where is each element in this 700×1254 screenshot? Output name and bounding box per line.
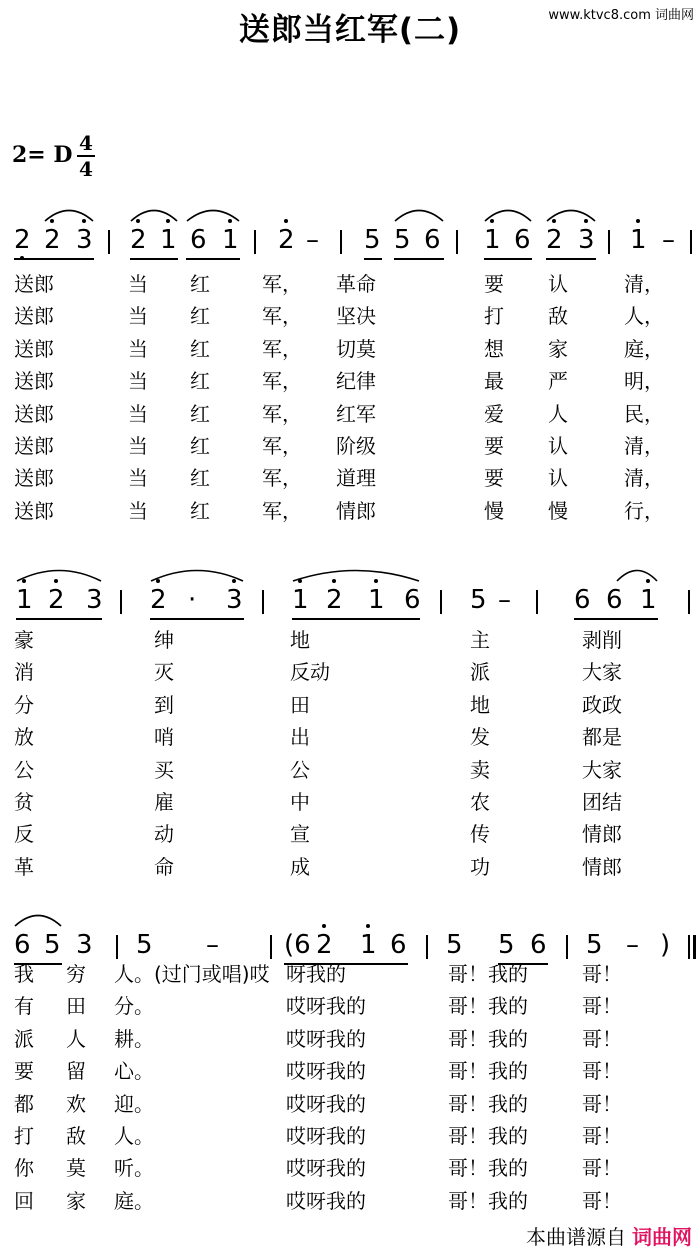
lyric-word: 明， [624,369,664,394]
time-signature [76,131,96,181]
notation-row [0,560,700,624]
lyric-word: 当 [128,336,148,361]
slur-arc [186,204,240,222]
lyric-word: 成 [290,854,310,879]
barline [566,935,568,959]
lyric-word: 哎呀我的 [286,994,366,1019]
lyric-word: 人。 [114,1124,154,1148]
lyric-word: 哥！我的 [448,962,528,986]
note: 1 [484,225,501,255]
beam-underline [574,618,658,620]
beam-underline [292,618,420,620]
lyric-word: 认 [548,434,568,458]
lyric-word: 纪律 [336,369,376,394]
lyric-word: 庭。 [114,1188,154,1213]
lyric-word: 心。 [114,1059,154,1084]
lyric-line [0,495,700,527]
barline [608,230,610,254]
note: 2 [48,585,65,615]
key-signature: 2= D [12,142,73,168]
beam-underline [484,258,532,260]
barline [426,935,428,959]
beam-underline [16,618,102,620]
lyric-word: 情郎 [336,498,376,523]
lyric-line [0,1088,700,1120]
note: 6 [606,585,623,615]
lyric-word: 哥！ [582,1026,622,1051]
lyric-word: 人 [548,401,568,426]
lyric-word: 穷 [66,962,86,986]
barline [262,590,264,614]
note: 1 [360,930,377,960]
note: 1 [16,585,33,615]
lyric-word: 红军 [336,401,376,426]
note: 6 [190,225,207,255]
lyric-word: 切莫 [336,336,376,361]
lyric-word: 灭 [154,660,174,685]
lyric-word: 传 [470,822,490,847]
lyric-word: 想 [484,336,504,361]
slur-arc [14,909,62,927]
watermark: www.ktvc8.com 词曲网 [548,8,694,23]
lyric-word: 地 [290,628,310,652]
lyric-word: 买 [154,757,174,782]
lyric-word: 军， [262,401,302,426]
lyric-word: 哥！ [582,1091,622,1116]
lyric-word: 分 [14,692,34,717]
lyric-word: 送郎 [14,304,54,329]
lyric-word: 慢 [484,498,504,523]
lyric-line [0,300,700,332]
slur-arc [394,204,444,222]
lyric-line [0,1055,700,1087]
lyric-line [0,721,700,753]
meter-bottom: 4 [79,157,93,181]
lyric-line [0,268,700,300]
lyric-word: 人， [624,304,664,329]
note: 3 [86,585,103,615]
lyric-word: 命 [154,854,174,879]
beam-underline [394,258,444,260]
note: 1 [292,585,309,615]
lyric-word: 庭， [624,336,664,361]
lyric-word: 政政 [582,692,622,717]
lyric-word: 送郎 [14,401,54,426]
note: (6 [284,930,311,960]
beam-underline [186,258,240,260]
lyric-word: 呀我的 [286,962,346,986]
beam-underline [14,258,94,260]
lyric-word: 公 [14,757,34,782]
note: 3 [76,225,93,255]
lyric-word: 军， [262,369,302,394]
note: 3 [578,225,595,255]
barline [340,230,342,254]
note: 5 [498,930,515,960]
note: – [498,585,511,615]
lyric-word: 情郎 [582,854,622,879]
meter-top: 4 [79,131,93,155]
lyric-word: 红 [190,498,210,523]
lyric-word: 哥！我的 [448,1059,528,1084]
lyric-word: 哥！ [582,1156,622,1181]
lyric-line [0,333,700,365]
lyric-line [0,990,700,1022]
lyric-line [0,365,700,397]
lyric-word: 留 [66,1059,86,1084]
lyric-word: 哎呀我的 [286,1091,366,1116]
lyric-word: 田 [66,994,86,1019]
lyric-word: 军， [262,498,302,523]
lyric-word: 军， [262,466,302,491]
note: 6 [514,225,531,255]
note: 2 [44,225,61,255]
lyric-word: 打 [484,304,504,329]
lyric-line [0,462,700,494]
lyric-word: 军， [262,434,302,458]
lyric-line [0,851,700,883]
lyric-word: 家 [66,1188,86,1213]
lyric-word: 哥！ [582,994,622,1019]
lyric-word: 卖 [470,757,490,782]
lyric-word: 哥！我的 [448,1156,528,1181]
note: 1 [222,225,239,255]
note: – [206,930,219,960]
note: 6 [14,930,31,960]
lyric-line [0,656,700,688]
lyric-word: 回 [14,1188,34,1213]
lyric-word: 哥！ [582,1059,622,1084]
lyric-word: 放 [14,725,34,750]
lyric-word: 宣 [290,822,310,847]
note: 3 [226,585,243,615]
slur-arc [16,564,102,582]
lyric-word: 革命 [336,272,376,296]
lyric-word: 当 [128,498,148,523]
note: 5 [470,585,487,615]
lyric-word: 地 [470,692,490,717]
note: · [188,585,197,615]
barline [120,590,122,614]
lyric-word: 要 [14,1059,34,1084]
barline [270,935,272,959]
note: 5 [446,930,463,960]
note: 5 [364,225,381,255]
note: 2 [278,225,295,255]
lyric-word: 当 [128,466,148,491]
lyric-word: 送郎 [14,466,54,491]
lyric-word: 欢 [66,1091,86,1116]
lyric-word: 人 [66,1026,86,1051]
lyric-word: 都是 [582,725,622,750]
beam-underline [150,618,244,620]
lyric-word: 敌 [548,304,568,329]
note: 1 [630,225,647,255]
lyric-word: 反动 [290,660,330,685]
final-barline-thick [693,935,696,959]
lyric-word: 哨 [154,725,174,750]
lyric-word: 你 [14,1156,34,1181]
note: 2 [14,225,31,255]
barline [456,230,458,254]
lyric-word: 打 [14,1124,34,1148]
note: ) [660,930,671,960]
lyric-word: 大家 [582,757,622,782]
lyric-word: 慢 [548,498,568,523]
lyric-word: 听。 [114,1156,154,1181]
lyric-word: 送郎 [14,498,54,523]
lyric-word: 民， [624,401,664,426]
beam-underline [130,258,178,260]
lyric-line [0,398,700,430]
note: 2 [130,225,147,255]
notation-row [0,200,700,264]
lyric-word: 莫 [66,1156,86,1181]
barline [254,230,256,254]
lyric-line [0,624,700,656]
lyric-word: 雇 [154,790,174,814]
note: 2 [546,225,563,255]
lyric-word: 行， [624,498,664,523]
lyric-word: 哎呀我的 [286,1059,366,1084]
lyric-word: 公 [290,757,310,782]
slur-arc [292,564,420,582]
lyric-word: 哥！我的 [448,994,528,1019]
lyric-word: 红 [190,401,210,426]
lyric-word: 迎。 [114,1091,154,1116]
lyric-word: 最 [484,369,504,394]
lyric-word: 耕。 [114,1026,154,1051]
note: 5 [136,930,153,960]
lyric-word: 严 [548,369,568,394]
lyric-line [0,1185,700,1217]
beam-underline [546,258,596,260]
lyric-word: 当 [128,272,148,296]
lyric-word: 有 [14,994,34,1019]
lyric-word: 人。(过门或唱)哎 [114,962,270,986]
lyric-word: 哥！ [582,1188,622,1213]
lyric-word: 消 [14,660,34,685]
lyric-word: 坚决 [336,304,376,329]
note: – [662,225,675,255]
lyric-word: 派 [470,660,490,685]
lyric-word: 军， [262,304,302,329]
lyric-word: 我 [14,962,34,986]
lyric-word: 红 [190,369,210,394]
lyric-word: 出 [290,725,310,750]
lyric-word: 哥！我的 [448,1026,528,1051]
lyric-word: 要 [484,434,504,458]
lyric-word: 敌 [66,1124,86,1148]
lyric-word: 道理 [336,466,376,491]
source-credit [526,1221,692,1250]
beam-underline [364,258,382,260]
lyric-line [0,689,700,721]
lyric-word: 团结 [582,790,622,814]
note: 2 [150,585,167,615]
lyric-word: 当 [128,434,148,458]
note: 3 [76,930,93,960]
note: 6 [424,225,441,255]
lyric-line [0,1023,700,1055]
lyric-word: 哥！ [582,1124,622,1148]
lyric-word: 阶级 [336,434,376,458]
lyric-word: 送郎 [14,272,54,296]
lyric-word: 都 [14,1091,34,1116]
lyric-word: 大家 [582,660,622,685]
lyric-word: 反 [14,822,34,847]
lyric-word: 红 [190,466,210,491]
lyric-word: 派 [14,1026,34,1051]
barline [116,935,118,959]
lyric-word: 当 [128,401,148,426]
note: 2 [326,585,343,615]
note: 6 [404,585,421,615]
lyric-word: 功 [470,854,490,879]
lyric-word: 中 [290,790,310,814]
lyric-line [0,754,700,786]
lyric-word: 贫 [14,790,34,814]
lyric-word: 主 [470,628,490,652]
barline [536,590,538,614]
lyric-line [0,430,700,462]
barline [108,230,110,254]
lyric-word: 当 [128,304,148,329]
lyric-word: 清， [624,434,664,458]
source-brand: 词曲网 [632,1225,692,1249]
lyric-line [0,1120,700,1152]
lyric-word: 田 [290,692,310,717]
lyric-word: 送郎 [14,434,54,458]
lyric-word: 分。 [114,994,154,1019]
lyric-word: 军， [262,336,302,361]
note: 1 [160,225,177,255]
note: – [626,930,639,960]
barline [440,590,442,614]
note: 1 [368,585,385,615]
note: 6 [574,585,591,615]
lyric-word: 哎呀我的 [286,1188,366,1213]
note: 1 [640,585,657,615]
note: 5 [586,930,603,960]
lyric-word: 剥削 [582,628,622,652]
lyric-line [0,958,700,990]
lyric-word: 红 [190,304,210,329]
note: – [306,225,319,255]
source-prefix: 本曲谱源自 [526,1225,626,1249]
note: 5 [44,930,61,960]
lyric-word: 哎呀我的 [286,1026,366,1051]
song-title: 送郎当红军(二) [238,12,462,48]
note: 6 [390,930,407,960]
slur-arc [150,564,244,582]
lyric-word: 农 [470,790,490,814]
barline [690,230,692,254]
lyric-word: 发 [470,725,490,750]
lyric-word: 认 [548,272,568,296]
lyric-word: 哥！我的 [448,1124,528,1148]
final-barline [688,935,690,959]
lyric-word: 哎呀我的 [286,1156,366,1181]
lyric-word: 要 [484,272,504,296]
lyric-word: 红 [190,336,210,361]
lyric-word: 当 [128,369,148,394]
lyric-word: 送郎 [14,369,54,394]
note: 6 [530,930,547,960]
lyric-word: 情郎 [582,822,622,847]
lyric-word: 军， [262,272,302,296]
lyric-word: 要 [484,466,504,491]
lyric-line [0,818,700,850]
lyric-word: 哥！我的 [448,1091,528,1116]
lyric-word: 清， [624,272,664,296]
lyric-line [0,1152,700,1184]
barline [688,590,690,614]
note: 5 [394,225,411,255]
slur-arc [616,564,658,582]
lyric-word: 动 [154,822,174,847]
lyric-word: 豪 [14,628,34,652]
lyric-word: 革 [14,854,34,879]
lyric-word: 红 [190,434,210,458]
lyric-word: 送郎 [14,336,54,361]
lyric-word: 家 [548,336,568,361]
lyric-line [0,786,700,818]
lyric-word: 认 [548,466,568,491]
lyric-word: 哥！ [582,962,622,986]
lyric-word: 哎呀我的 [286,1124,366,1148]
note: 2 [316,930,333,960]
lyric-word: 哥！我的 [448,1188,528,1213]
lyric-word: 绅 [154,628,174,652]
lyric-word: 红 [190,272,210,296]
lyric-word: 到 [154,692,174,717]
lyric-word: 爱 [484,401,504,426]
lyric-word: 清， [624,466,664,491]
